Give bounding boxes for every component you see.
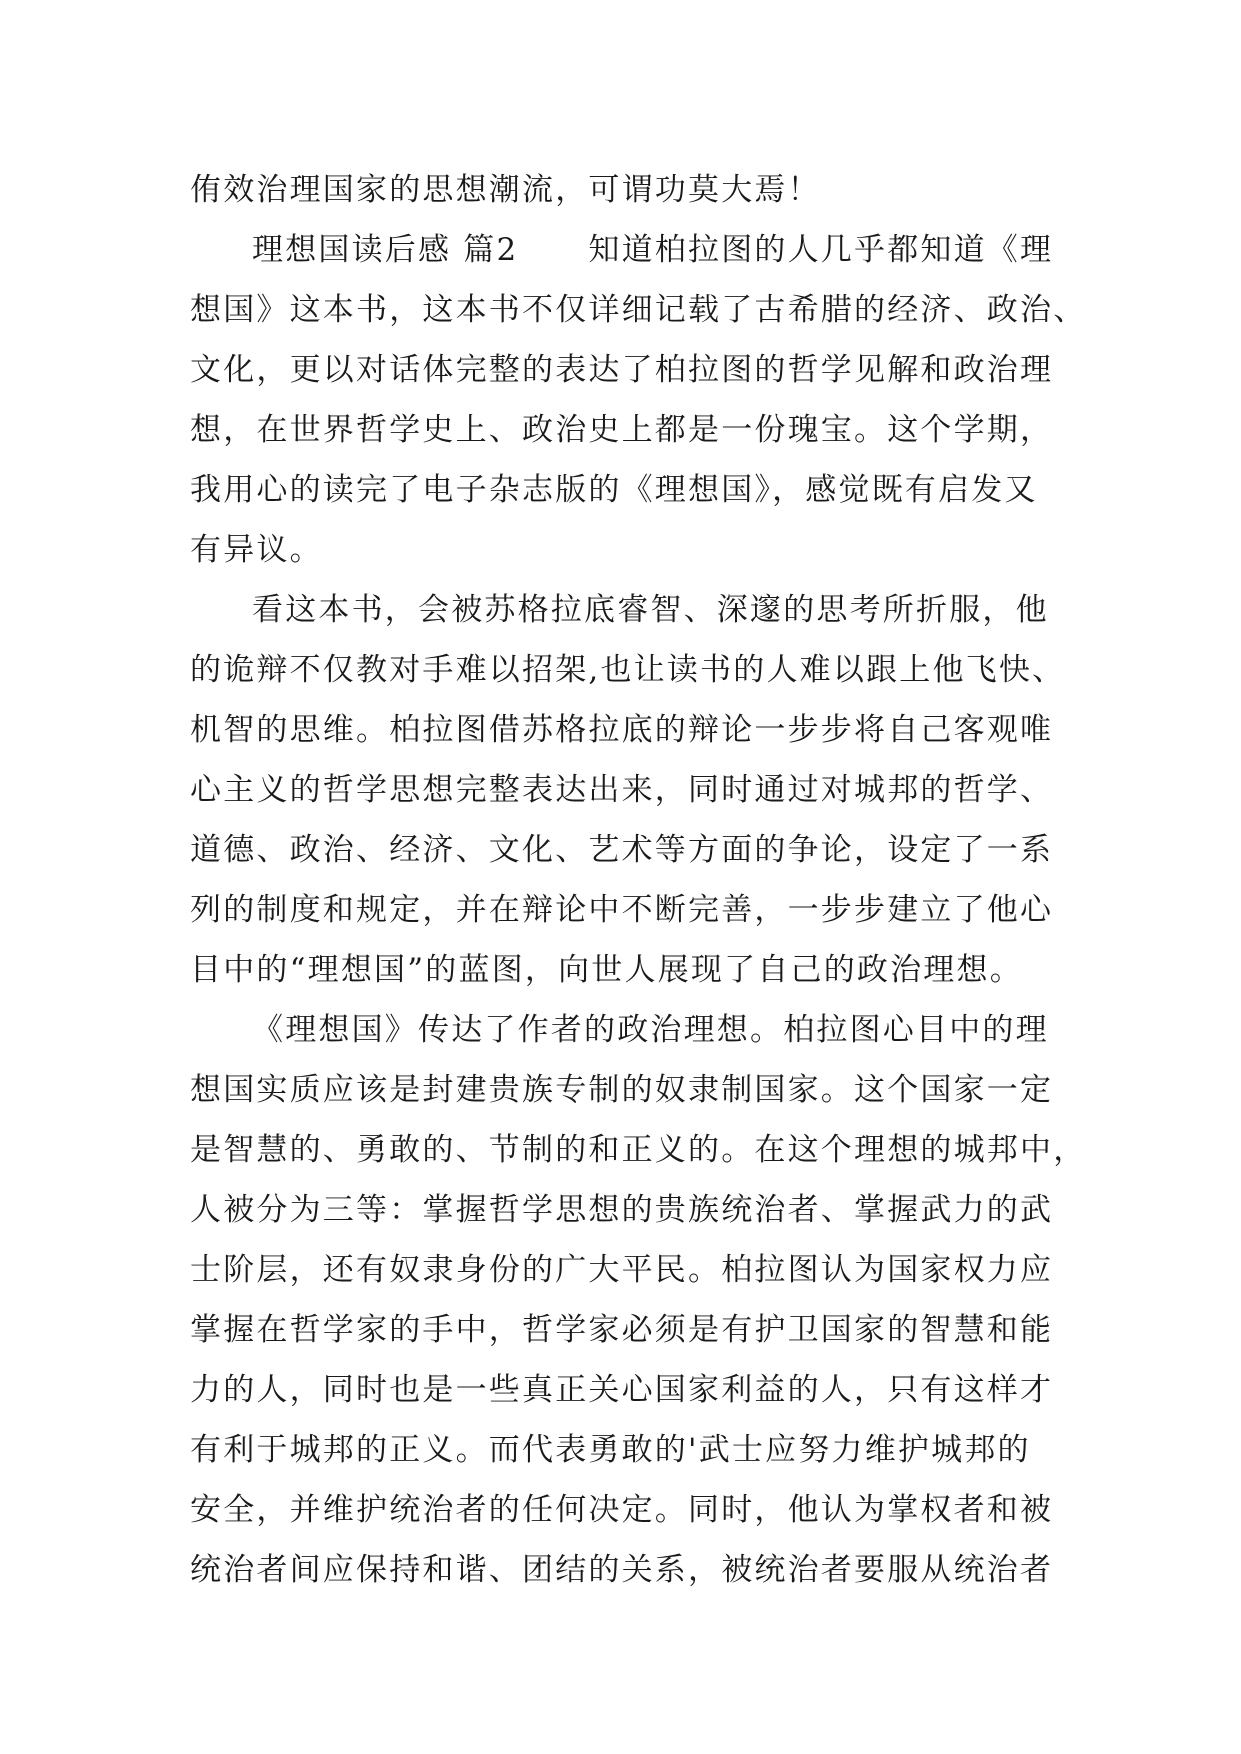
text-line: 力的人，同时也是一些真正关心国家利益的人，只有这样才	[190, 1372, 1054, 1408]
text-line: 心主义的哲学思想完整表达出来，同时通过对城邦的哲学、	[190, 772, 1054, 808]
text-line: 统治者间应保持和谐、团结的关系，被统治者要服从统治者	[190, 1552, 1054, 1588]
text-line: 安全，并维护统治者的任何决定。同时，他认为掌权者和被	[190, 1492, 1054, 1528]
text-line: 列的制度和规定，并在辩论中不断完善，一步步建立了他心	[190, 892, 1054, 928]
text-line: 侑效治理国家的思想潮流，可谓功莫大焉！	[190, 172, 821, 208]
text-line: 有异议。	[190, 532, 323, 568]
text-line: 机智的思维。柏拉图借苏格拉底的辩论一步步将自己客观唯	[190, 712, 1054, 748]
text-line: 道德、政治、经济、文化、艺术等方面的争论，设定了一系	[190, 832, 1054, 868]
text-line: 目中的“理想国”的蓝图，向世人展现了自己的政治理想。	[190, 952, 1023, 988]
text-line: 看这本书，会被苏格拉底睿智、深邃的思考所折服，他	[252, 592, 1049, 628]
text-line: 有利于城邦的正义。而代表勇敢的'武士应努力维护城邦的	[190, 1432, 1031, 1468]
text-line: 《理想国》传达了作者的政治理想。柏拉图心目中的理	[252, 1012, 1049, 1048]
text-line: 的诡辩不仅教对手难以招架,也让读书的人难以跟上他飞快、	[190, 652, 1066, 688]
text-line: 文化，更以对话体完整的表达了柏拉图的哲学见解和政治理	[190, 352, 1054, 388]
text-line: 想国》这本书，这本书不仅详细记载了古希腊的经济、政治、	[190, 292, 1087, 328]
text-line: 我用心的读完了电子杂志版的《理想国》，感觉既有启发又	[190, 472, 1038, 508]
text-line: 想国实质应该是封建贵族专制的奴隶制国家。这个国家一定	[190, 1072, 1054, 1108]
text-line: 人被分为三等：掌握哲学思想的贵族统治者、掌握武力的武	[190, 1192, 1054, 1228]
text-line: 是智慧的、勇敢的、节制的和正义的。在这个理想的城邦中，	[190, 1132, 1087, 1168]
text-line: 士阶层，还有奴隶身份的广大平民。柏拉图认为国家权力应	[190, 1252, 1054, 1288]
text-line: 掌握在哲学家的手中，哲学家必须是有护卫国家的智慧和能	[190, 1312, 1054, 1348]
section-heading-line	[190, 220, 1054, 280]
text-line: 想，在世界哲学史上、政治史上都是一份瑰宝。这个学期，	[190, 412, 1054, 448]
body-text	[190, 160, 1087, 1600]
section-heading: 理想国读后感 篇2	[252, 232, 519, 268]
paragraph-start: 知道柏拉图的人几乎都知道《理	[588, 232, 1054, 268]
